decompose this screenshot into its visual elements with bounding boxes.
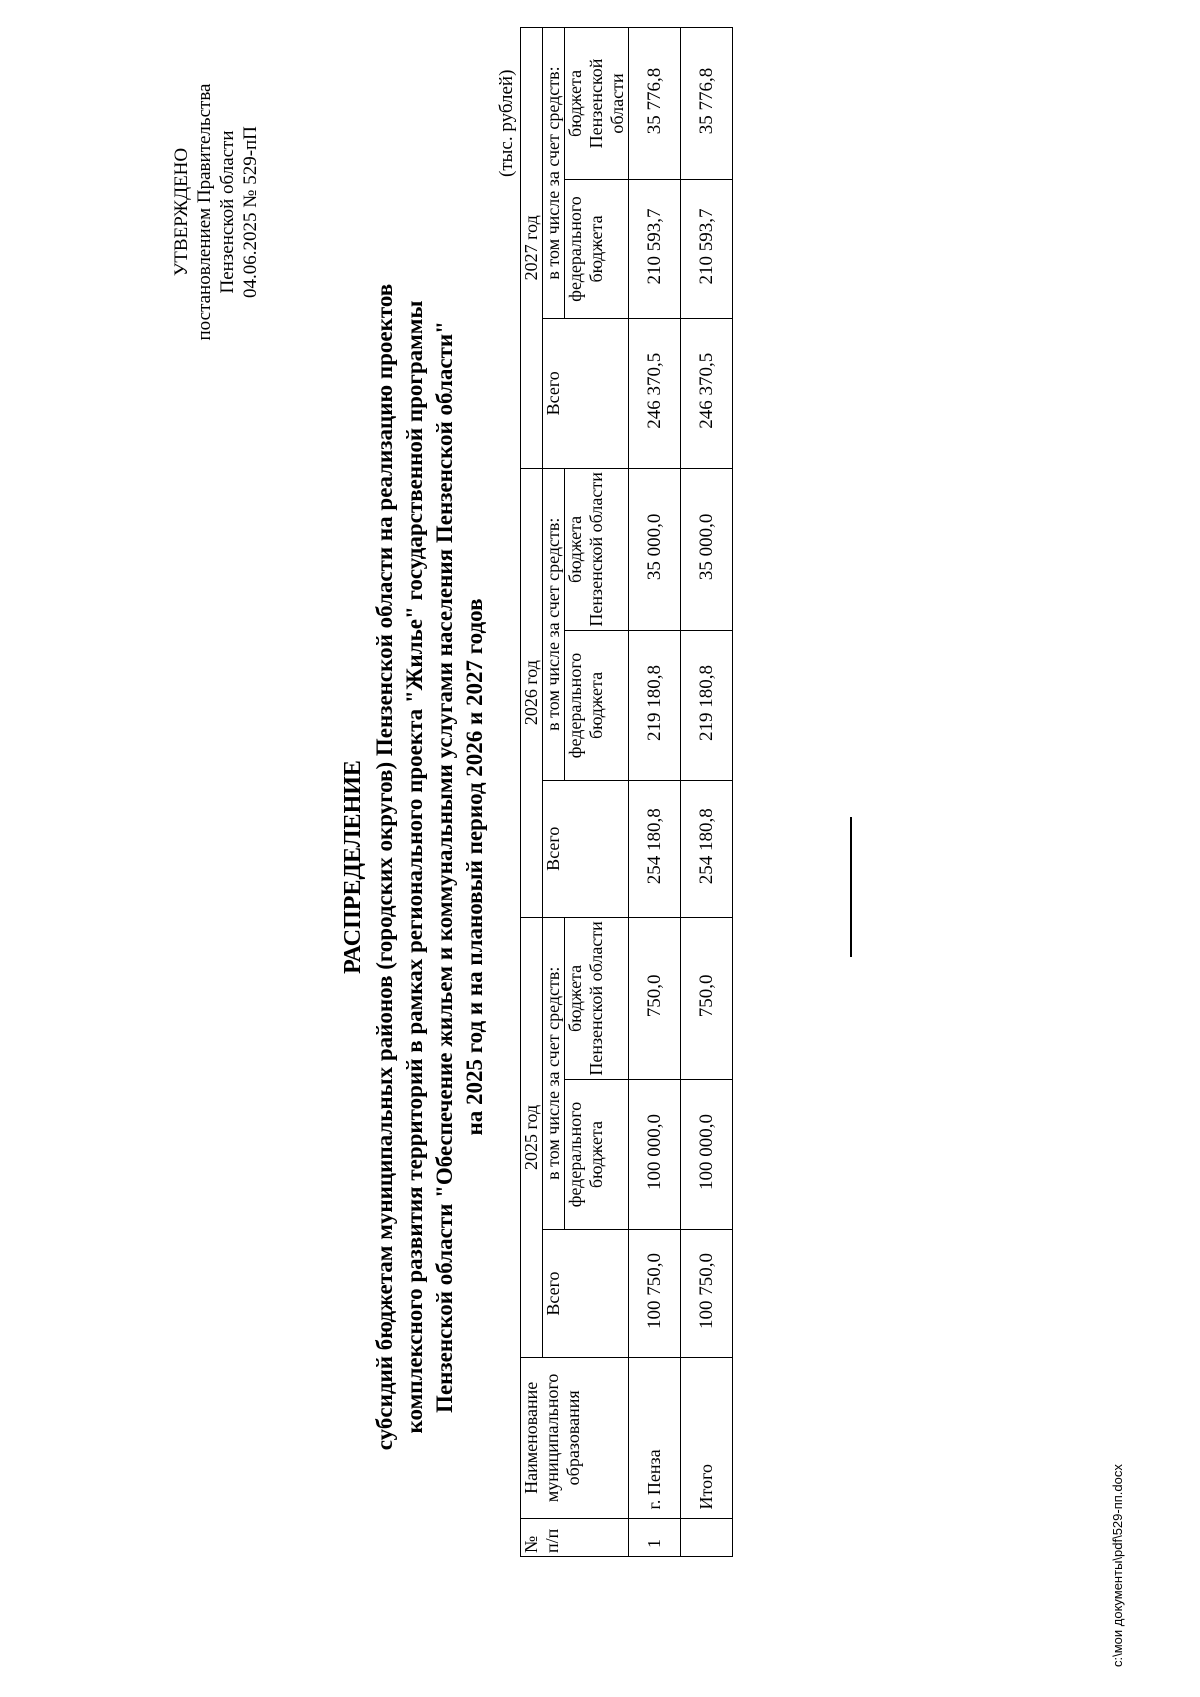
cell-2027-fed: 210 593,7 — [629, 179, 681, 318]
title-line-4: на 2025 год и на плановый период 2026 и 2027 годов — [462, 598, 487, 1136]
header-2025-reg: бюджета Пензенской области — [565, 917, 629, 1080]
header-name: Наименование муниципального образования — [521, 1358, 629, 1518]
cell-num: 1 — [629, 1518, 681, 1556]
cell-num — [681, 1518, 733, 1556]
title-line-1: субсидий бюджетам муниципальных районов (городских округов) Пензенской области на реализацию проектов — [372, 283, 397, 1451]
header-row-groups — [543, 28, 565, 1557]
approval-authority: постановлением Правительства — [194, 83, 215, 341]
approval-stamp — [170, 47, 262, 377]
end-divider-line — [850, 817, 852, 957]
cell-name: г. Пенза — [629, 1358, 681, 1518]
header-2027: 2027 год — [521, 28, 543, 469]
unit-label: (тыс. рублей) — [496, 69, 517, 177]
cell-2027-fed: 210 593,7 — [681, 179, 733, 318]
cell-name: Итого — [681, 1358, 733, 1518]
header-2027-fed: федерального бюджета — [565, 179, 629, 318]
header-2025: 2025 год — [521, 917, 543, 1358]
cell-2025-reg: 750,0 — [681, 917, 733, 1080]
cell-2026-reg: 35 000,0 — [681, 468, 733, 631]
cell-2027-total: 246 370,5 — [681, 318, 733, 468]
header-2027-incl: в том числе за счет средств: — [543, 28, 565, 319]
header-2027-total: Всего — [543, 318, 629, 468]
cell-2025-total: 100 750,0 — [629, 1229, 681, 1357]
cell-2025-fed: 100 000,0 — [629, 1080, 681, 1230]
header-2026-incl: в том числе за счет средств: — [543, 468, 565, 780]
cell-2025-total: 100 750,0 — [681, 1229, 733, 1357]
footer-file-path: c:\мои документы\pdf\529-пп.docx — [1110, 1464, 1125, 1667]
subsidy-table — [520, 27, 733, 1557]
cell-2026-reg: 35 000,0 — [629, 468, 681, 631]
approval-region: Пензенской области — [217, 130, 238, 294]
header-2025-incl: в том числе за счет средств: — [543, 917, 565, 1229]
table-row-total — [681, 28, 733, 1557]
cell-2025-reg: 750,0 — [629, 917, 681, 1080]
header-2026-reg: бюджета Пензенской области — [565, 468, 629, 631]
header-2027-reg: бюджета Пензенской области — [565, 28, 629, 180]
approval-label: УТВЕРЖДЕНО — [171, 147, 192, 277]
title-line-3: Пензенской области "Обеспечение жильем и коммунальными услугами населения Пензенской области" — [432, 321, 457, 1413]
header-2025-fed: федерального бюджета — [565, 1080, 629, 1230]
cell-2026-total: 254 180,8 — [629, 780, 681, 917]
table-row — [629, 28, 681, 1557]
cell-2027-reg: 35 776,8 — [629, 28, 681, 180]
header-2026-total: Всего — [543, 780, 629, 917]
cell-2026-fed: 219 180,8 — [681, 631, 733, 781]
approval-date-number: 04.06.2025 № 529-пП — [240, 126, 261, 298]
cell-2026-total: 254 180,8 — [681, 780, 733, 917]
header-num: № п/п — [521, 1518, 629, 1556]
title-line-2: комплексного развития территорий в рамках регионального проекта "Жилье" государственной программы — [402, 300, 427, 1434]
header-2026: 2026 год — [521, 468, 543, 917]
header-row-years — [521, 28, 543, 1557]
cell-2027-reg: 35 776,8 — [681, 28, 733, 180]
header-2026-fed: федерального бюджета — [565, 631, 629, 781]
cell-2025-fed: 100 000,0 — [681, 1080, 733, 1230]
cell-2027-total: 246 370,5 — [629, 318, 681, 468]
cell-2026-fed: 219 180,8 — [629, 631, 681, 781]
header-2025-total: Всего — [543, 1229, 629, 1357]
document-title — [338, 237, 490, 1497]
title-heading: РАСПРЕДЕЛЕНИЕ — [340, 760, 366, 974]
